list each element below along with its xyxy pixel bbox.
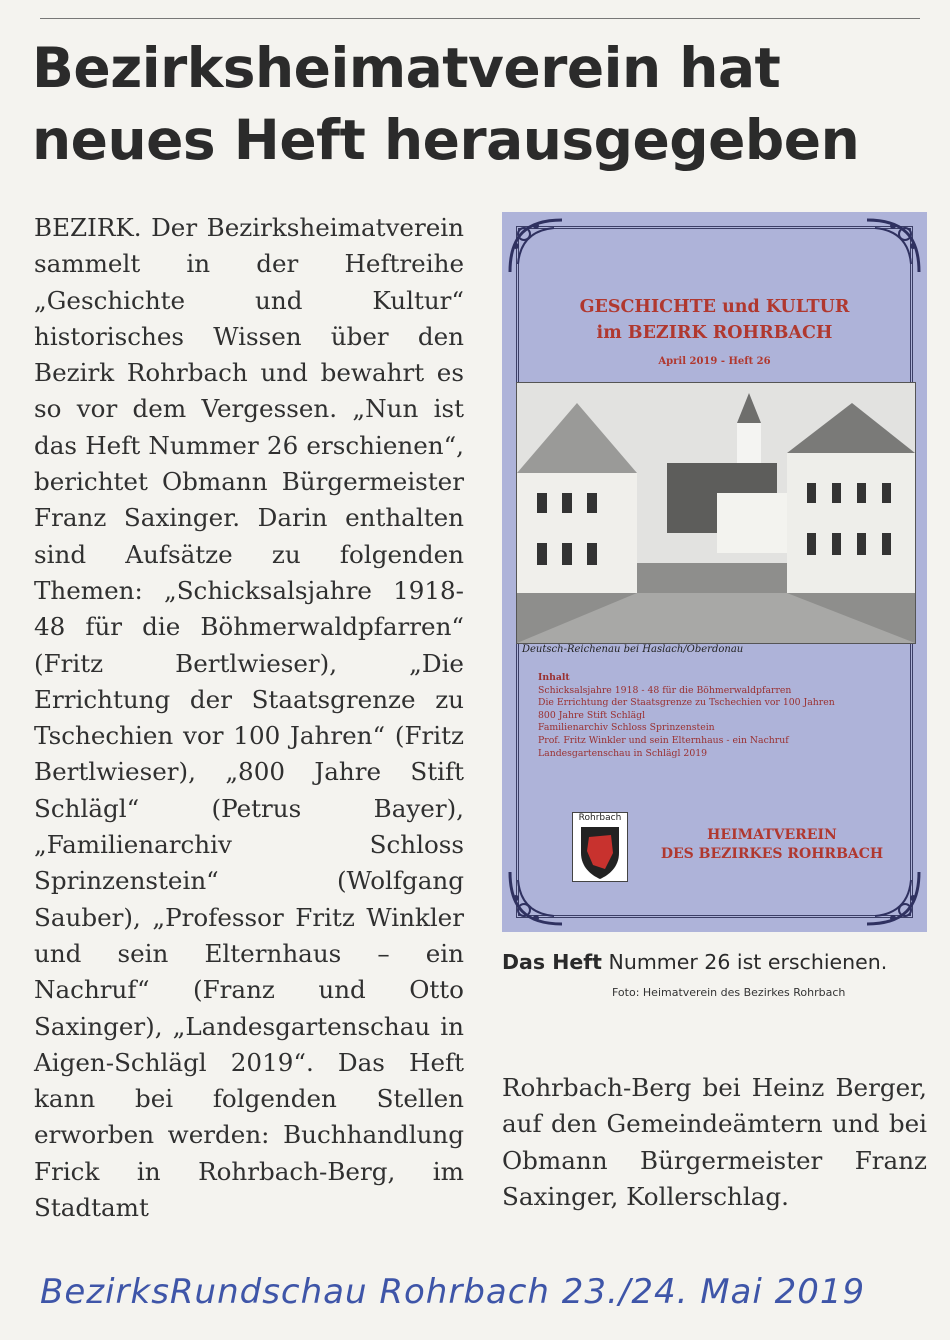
crest-label: Rohrbach bbox=[578, 813, 622, 823]
publisher-name bbox=[642, 826, 902, 864]
contents-item: Landesgartenschau in Schlägl 2019 bbox=[538, 747, 708, 759]
photo-caption: Deutsch-Reichenau bei Haslach/Oberdonau bbox=[522, 644, 744, 655]
photo-credit: Foto: Heimatverein des Bezirkes Rohrbach bbox=[612, 986, 846, 999]
contents-item: 800 Jahre Stift Schlägl bbox=[538, 709, 646, 721]
shield-icon bbox=[573, 813, 627, 881]
publisher-line1: HEIMATVEREIN bbox=[707, 827, 837, 843]
article-column-left bbox=[34, 210, 464, 1226]
contents-item: Die Errichtung der Staatsgrenze zu Tschechien vor 100 Jahren bbox=[538, 697, 835, 709]
caption-lead: Das Heft bbox=[502, 950, 602, 974]
cover-title-line1: GESCHICHTE und KULTUR bbox=[579, 297, 850, 317]
headline: Bezirksheimatverein hat neues Heft herausgegeben bbox=[32, 36, 860, 172]
coat-of-arms bbox=[572, 812, 628, 882]
cover-issue-date: April 2019 - Heft 26 bbox=[658, 356, 771, 367]
article-column-right bbox=[502, 1070, 927, 1215]
corner-ornament-icon bbox=[506, 868, 566, 928]
contents-list bbox=[538, 672, 908, 760]
image-caption bbox=[502, 946, 932, 978]
cover-title-line2: im BEZIRK ROHRBACH bbox=[596, 323, 833, 343]
caption-text: Nummer 26 ist erschienen. bbox=[601, 950, 888, 974]
street-scene-image bbox=[517, 383, 915, 643]
top-rule bbox=[40, 18, 920, 19]
booklet-cover-photo bbox=[502, 212, 927, 932]
corner-ornament-icon bbox=[863, 868, 923, 928]
contents-item: Schicksalsjahre 1918 - 48 für die Böhmerwaldpfarren bbox=[538, 684, 792, 696]
contents-item: Prof. Fritz Winkler und sein Elternhaus - ein Nachruf bbox=[538, 734, 789, 746]
publisher-line2: DES BEZIRKES ROHRBACH bbox=[660, 846, 884, 862]
contents-item: Familienarchiv Schloss Sprinzenstein bbox=[538, 722, 715, 734]
cover-title bbox=[502, 294, 927, 346]
village-street-photo bbox=[516, 382, 916, 644]
handwritten-source-note: BezirksRundschau Rohrbach 23./24. Mai 2019 bbox=[40, 1272, 866, 1312]
article-body-left: BEZIRK. Der Bezirksheimatverein sammelt in der Heftreihe „Geschichte und Kultur“ historisches Wissen über den Bezirk Rohrbach und bewahrt es so vor dem Vergessen. „Nun ist das Heft Nummer 26 erschienen“, berichtet Obmann Bürgermeister Franz Saxinger. Darin enthalten sind Aufsätze zu folgenden Themen: „Schicksalsjahre 1918-48 für die Böhmerwaldpfarren“ (Fritz Bertlwieser), „Die Errichtung der Staatsgrenze zu Tschechien vor 100 Jahren“ (Fritz Bertlwieser), „800 Jahre Stift Schlägl“ (Petrus Bayer), „Familienarchiv Schloss Sprinzenstein“ (Wolfgang Sauber), „Professor Fritz Winkler und sein Elternhaus – ein Nachruf“ (Franz und Otto Saxinger), „Landesgartenschau in Aigen-Schlägl 2019“. Das Heft kann bei folgenden Stellen erworben werden: Buchhandlung Frick in Rohrbach-Berg, im Stadtamt bbox=[34, 213, 464, 1223]
corner-ornament-icon bbox=[863, 216, 923, 276]
contents-heading: Inhalt bbox=[538, 672, 570, 683]
article-body-right: Rohrbach-Berg bei Heinz Berger, auf den Gemeindeämtern und bei Obmann Bürgermeister Franz Saxinger, Kollerschlag. bbox=[502, 1073, 927, 1211]
corner-ornament-icon bbox=[506, 216, 566, 276]
